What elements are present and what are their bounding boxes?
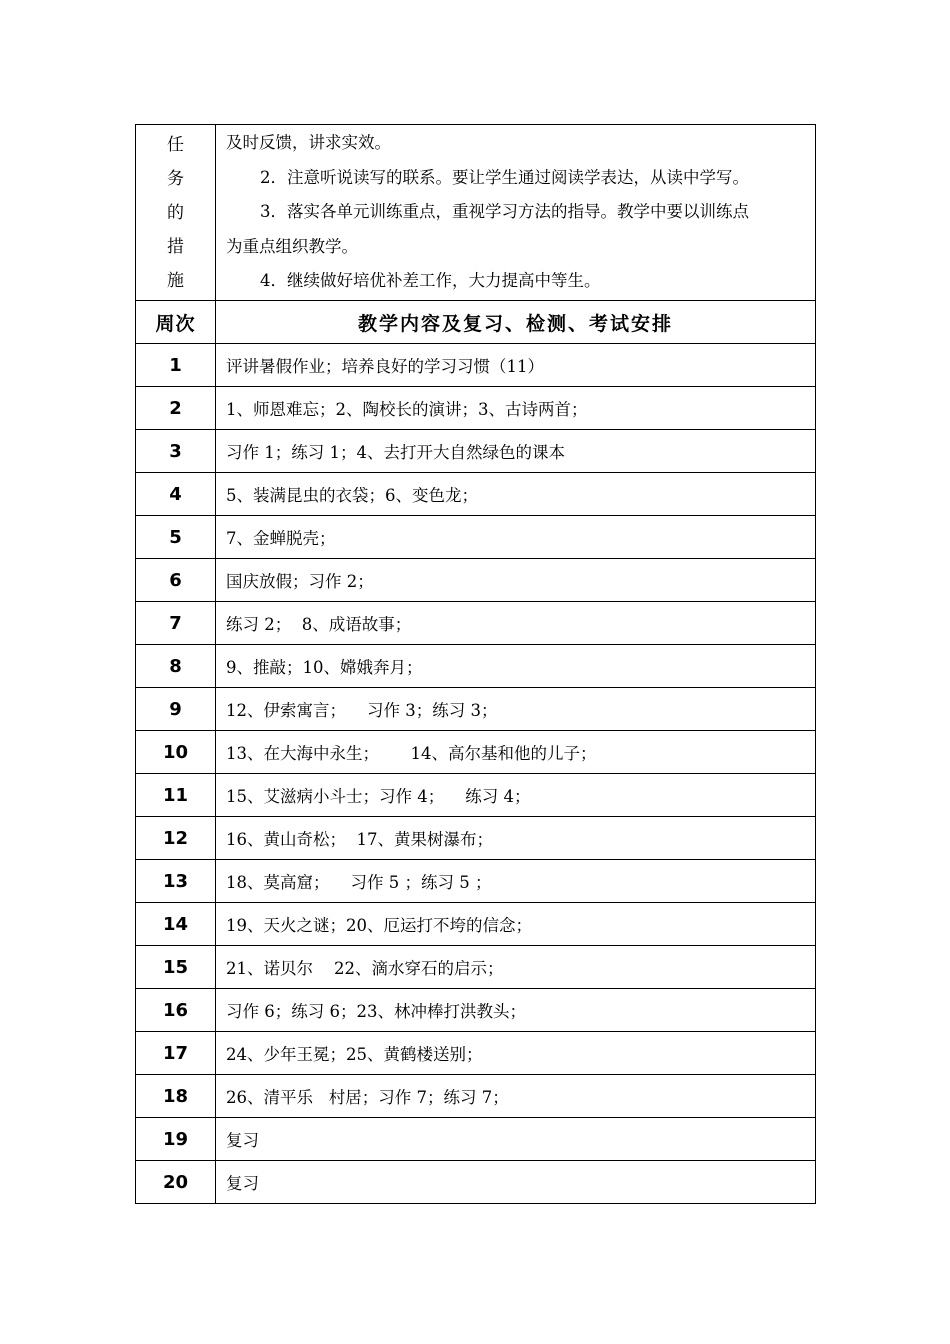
table-row	[136, 731, 816, 774]
week-number: 2	[136, 387, 216, 430]
table-row	[136, 817, 816, 860]
week-number: 13	[136, 860, 216, 903]
week-number: 6	[136, 559, 216, 602]
table-row	[136, 860, 816, 903]
measures-line: 为重点组织教学。	[226, 236, 358, 256]
table-row	[136, 1118, 816, 1161]
week-content: 练习 2； 8、成语故事；	[216, 602, 816, 645]
week-content: 7、金蝉脱壳；	[216, 516, 816, 559]
table-row	[136, 473, 816, 516]
side-label-char: 施	[167, 270, 184, 291]
week-number: 19	[136, 1118, 216, 1161]
week-number: 18	[136, 1075, 216, 1118]
week-number: 3	[136, 430, 216, 473]
week-content: 评讲暑假作业；培养良好的学习习惯（11）	[216, 344, 816, 387]
week-content: 习作 1；练习 1；4、去打开大自然绿色的课本	[216, 430, 816, 473]
week-content: 12、伊索寓言； 习作 3；练习 3；	[216, 688, 816, 731]
week-content: 26、清平乐 村居；习作 7；练习 7；	[216, 1075, 816, 1118]
week-number: 11	[136, 774, 216, 817]
week-number: 7	[136, 602, 216, 645]
week-content: 15、艾滋病小斗士；习作 4； 练习 4；	[216, 774, 816, 817]
table-row	[136, 516, 816, 559]
table-row	[136, 989, 816, 1032]
side-label-char: 措	[167, 236, 184, 257]
week-content: 24、少年王冕；25、黄鹤楼送别；	[216, 1032, 816, 1075]
side-label-char: 的	[167, 202, 184, 223]
week-number: 15	[136, 946, 216, 989]
table-row	[136, 344, 816, 387]
week-content: 复习	[216, 1118, 816, 1161]
table-row	[136, 602, 816, 645]
table-row	[136, 430, 816, 473]
measures-line: 2．注意听说读写的联系。要让学生通过阅读学表达，从读中学写。	[260, 167, 749, 187]
measures-side-label	[136, 125, 216, 301]
table-row	[136, 1161, 816, 1204]
header-content: 教学内容及复习、检测、考试安排	[216, 301, 816, 344]
table-row	[136, 387, 816, 430]
week-number: 4	[136, 473, 216, 516]
header-week: 周次	[136, 301, 216, 344]
table-row	[136, 903, 816, 946]
measures-text	[216, 125, 816, 301]
week-content: 国庆放假；习作 2；	[216, 559, 816, 602]
table-row	[136, 645, 816, 688]
table-row	[136, 1075, 816, 1118]
measures-row	[136, 125, 816, 301]
measures-line: 及时反馈，讲求实效。	[226, 133, 391, 153]
side-label-char: 任	[167, 134, 184, 155]
table-row	[136, 559, 816, 602]
measures-line: 4．继续做好培优补差工作，大力提高中等生。	[260, 271, 601, 291]
table-row	[136, 946, 816, 989]
week-content: 16、黄山奇松； 17、黄果树瀑布；	[216, 817, 816, 860]
week-content: 5、装满昆虫的衣袋；6、变色龙；	[216, 473, 816, 516]
week-number: 12	[136, 817, 216, 860]
side-label-char: 务	[167, 168, 184, 189]
week-number: 8	[136, 645, 216, 688]
week-content: 复习	[216, 1161, 816, 1204]
week-number: 20	[136, 1161, 216, 1204]
header-row	[136, 301, 816, 344]
week-content: 19、天火之谜；20、厄运打不垮的信念；	[216, 903, 816, 946]
week-content: 9、推敲；10、嫦娥奔月；	[216, 645, 816, 688]
measures-line: 3．落实各单元训练重点，重视学习方法的指导。教学中要以训练点	[260, 202, 749, 222]
week-number: 1	[136, 344, 216, 387]
week-number: 17	[136, 1032, 216, 1075]
table-row	[136, 688, 816, 731]
table-row	[136, 1032, 816, 1075]
table-row	[136, 774, 816, 817]
week-content: 习作 6；练习 6；23、林冲棒打洪教头；	[216, 989, 816, 1032]
week-number: 14	[136, 903, 216, 946]
week-number: 5	[136, 516, 216, 559]
week-content: 18、莫高窟； 习作 5 ；练习 5 ；	[216, 860, 816, 903]
week-content: 1、师恩难忘；2、陶校长的演讲；3、古诗两首；	[216, 387, 816, 430]
schedule-table	[135, 124, 816, 1204]
week-number: 16	[136, 989, 216, 1032]
week-content: 13、在大海中永生； 14、高尔基和他的儿子；	[216, 731, 816, 774]
week-content: 21、诺贝尔 22、滴水穿石的启示；	[216, 946, 816, 989]
week-number: 9	[136, 688, 216, 731]
week-number: 10	[136, 731, 216, 774]
